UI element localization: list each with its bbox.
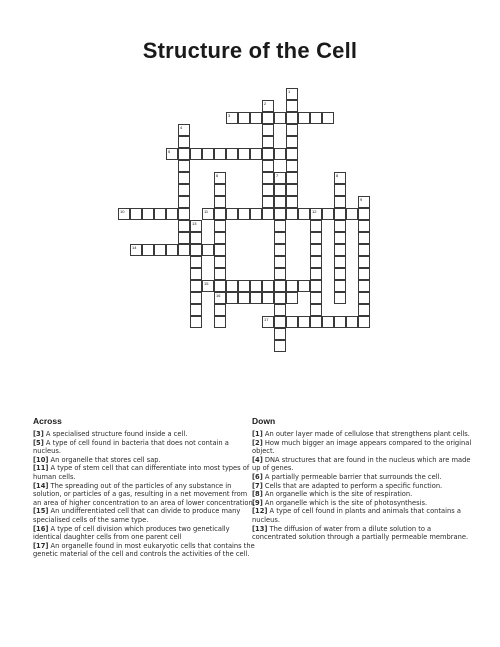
clue-text: A type of stem cell that can differentiate into most types of human cells. xyxy=(33,464,250,481)
grid-cell[interactable] xyxy=(238,292,250,304)
grid-cell[interactable] xyxy=(310,220,322,232)
down-clue xyxy=(252,499,474,508)
grid-cell[interactable] xyxy=(226,292,238,304)
across-clue-list xyxy=(33,430,255,559)
grid-cell[interactable] xyxy=(214,220,226,232)
grid-cell[interactable] xyxy=(262,124,274,136)
grid-cell[interactable] xyxy=(334,268,346,280)
grid-cell[interactable] xyxy=(286,136,298,148)
grid-cell[interactable] xyxy=(334,220,346,232)
clue-text: The spreading out of the particles of any substance in solution, or particles of a gas, resulting in a net movement from an area of higher concentration to an area of lower concentration. xyxy=(33,481,255,507)
cell-number: 11 xyxy=(204,209,209,214)
grid-cell[interactable] xyxy=(310,256,322,268)
grid-cell[interactable] xyxy=(262,196,274,208)
grid-cell[interactable] xyxy=(334,184,346,196)
grid-cell[interactable] xyxy=(262,280,274,292)
clue-number: [6] xyxy=(252,472,263,481)
grid-cell[interactable] xyxy=(226,208,238,220)
grid-cell[interactable] xyxy=(274,184,286,196)
grid-cell[interactable] xyxy=(298,112,310,124)
grid-cell[interactable] xyxy=(178,196,190,208)
across-clue xyxy=(33,507,255,524)
grid-cell[interactable] xyxy=(262,148,274,160)
grid-cell[interactable] xyxy=(310,280,322,292)
clue-text: Cells that are adapted to perform a specific function. xyxy=(262,481,443,490)
grid-cell[interactable] xyxy=(250,148,262,160)
clue-text: A specialised structure found inside a cell. xyxy=(43,430,188,438)
down-clue xyxy=(252,430,474,439)
clue-number: [8] xyxy=(252,490,263,499)
clue-number: [11] xyxy=(33,464,49,473)
clue-number: [5] xyxy=(33,438,44,447)
grid-cell[interactable] xyxy=(214,268,226,280)
grid-cell[interactable] xyxy=(214,280,226,292)
grid-cell[interactable] xyxy=(250,280,262,292)
grid-cell[interactable] xyxy=(286,124,298,136)
grid-cell[interactable] xyxy=(214,148,226,160)
clue-number: [1] xyxy=(252,430,263,438)
grid-cell[interactable] xyxy=(286,160,298,172)
grid-cell[interactable] xyxy=(118,208,130,220)
grid-cell[interactable] xyxy=(178,232,190,244)
grid-cell[interactable] xyxy=(214,292,226,304)
clue-text: An organelle found in most eukaryotic cells that contains the genetic material of the cell and controls the activities of the cell. xyxy=(33,541,255,559)
clue-text: A type of cell found in plants and animals that contains a nucleus. xyxy=(252,507,461,524)
clue-text: An organelle that stores cell sap. xyxy=(48,455,161,464)
grid-cell[interactable] xyxy=(286,88,298,100)
grid-cell[interactable] xyxy=(178,184,190,196)
cell-number: 2 xyxy=(264,101,267,106)
clue-text: A type of cell division which produces two genetically identical daughter cells from one parent cell xyxy=(33,524,230,542)
grid-cell[interactable] xyxy=(274,196,286,208)
grid-cell[interactable] xyxy=(274,340,286,352)
grid-cell[interactable] xyxy=(358,304,370,316)
grid-cell[interactable] xyxy=(286,196,298,208)
grid-cell[interactable] xyxy=(358,268,370,280)
cell-number: 16 xyxy=(216,293,221,298)
grid-cell[interactable] xyxy=(274,304,286,316)
grid-cell[interactable] xyxy=(142,244,154,256)
grid-cell[interactable] xyxy=(190,292,202,304)
grid-cell[interactable] xyxy=(310,316,322,328)
grid-cell[interactable] xyxy=(178,160,190,172)
grid-cell[interactable] xyxy=(274,112,286,124)
grid-cell[interactable] xyxy=(226,148,238,160)
grid-cell[interactable] xyxy=(298,208,310,220)
grid-cell[interactable] xyxy=(262,136,274,148)
cell-number: 10 xyxy=(120,209,125,214)
grid-cell[interactable] xyxy=(190,244,202,256)
grid-cell[interactable] xyxy=(274,256,286,268)
grid-cell[interactable] xyxy=(238,148,250,160)
grid-cell[interactable] xyxy=(214,244,226,256)
grid-cell[interactable] xyxy=(274,148,286,160)
clue-number: [14] xyxy=(33,481,49,490)
across-clue xyxy=(33,482,255,508)
page-title: Structure of the Cell xyxy=(142,38,358,63)
grid-cell[interactable] xyxy=(262,160,274,172)
grid-cell[interactable] xyxy=(202,208,214,220)
grid-cell[interactable] xyxy=(190,148,202,160)
grid-cell[interactable] xyxy=(358,232,370,244)
cell-number: 9 xyxy=(360,197,363,202)
grid-cell[interactable] xyxy=(322,316,334,328)
grid-cell[interactable] xyxy=(286,148,298,160)
grid-cell[interactable] xyxy=(310,208,322,220)
across-clues xyxy=(33,416,255,559)
cell-number: 14 xyxy=(132,245,137,250)
grid-cell[interactable] xyxy=(190,256,202,268)
grid-cell[interactable] xyxy=(166,208,178,220)
grid-cell[interactable] xyxy=(358,316,370,328)
grid-cell[interactable] xyxy=(262,112,274,124)
grid-cell[interactable] xyxy=(286,316,298,328)
grid-cell[interactable] xyxy=(286,184,298,196)
cell-number: 17 xyxy=(264,317,269,322)
grid-cell[interactable] xyxy=(130,244,142,256)
grid-cell[interactable] xyxy=(358,244,370,256)
cell-number: 5 xyxy=(168,149,171,154)
across-clue xyxy=(33,430,255,439)
grid-cell[interactable] xyxy=(310,268,322,280)
grid-cell[interactable] xyxy=(154,208,166,220)
down-clue xyxy=(252,507,474,524)
cell-number: 3 xyxy=(228,113,231,118)
cell-number: 12 xyxy=(312,209,317,214)
across-clue xyxy=(33,439,255,456)
cell-number: 4 xyxy=(180,125,183,130)
grid-cell[interactable] xyxy=(310,244,322,256)
grid-cell[interactable] xyxy=(178,136,190,148)
grid-cell[interactable] xyxy=(262,184,274,196)
grid-cell[interactable] xyxy=(334,232,346,244)
grid-cell[interactable] xyxy=(274,208,286,220)
down-clue xyxy=(252,482,474,491)
grid-cell[interactable] xyxy=(178,244,190,256)
clue-text: The diffusion of water from a dilute solution to a concentrated solution through a partially permeable membrane. xyxy=(252,524,469,542)
grid-cell[interactable] xyxy=(274,220,286,232)
grid-cell[interactable] xyxy=(358,292,370,304)
across-clue xyxy=(33,542,255,559)
grid-cell[interactable] xyxy=(358,280,370,292)
grid-cell[interactable] xyxy=(250,292,262,304)
clue-text: A partially permeable barrier that surrounds the cell. xyxy=(262,472,442,481)
grid-cell[interactable] xyxy=(334,208,346,220)
clue-text: A type of cell found in bacteria that does not contain a nucleus. xyxy=(33,438,229,456)
grid-cell[interactable] xyxy=(166,244,178,256)
grid-cell[interactable] xyxy=(286,280,298,292)
grid-cell[interactable] xyxy=(250,208,262,220)
grid-cell[interactable] xyxy=(190,268,202,280)
grid-cell[interactable] xyxy=(310,292,322,304)
across-clue xyxy=(33,525,255,542)
clue-number: [10] xyxy=(33,455,49,464)
grid-cell[interactable] xyxy=(214,256,226,268)
grid-cell[interactable] xyxy=(178,124,190,136)
grid-cell[interactable] xyxy=(202,280,214,292)
grid-cell[interactable] xyxy=(190,304,202,316)
across-clue xyxy=(33,464,255,481)
clue-text: How much bigger an image appears compared to the original object. xyxy=(252,438,472,456)
grid-cell[interactable] xyxy=(274,244,286,256)
grid-cell[interactable] xyxy=(238,280,250,292)
grid-cell[interactable] xyxy=(358,208,370,220)
clue-number: [3] xyxy=(33,430,44,438)
clue-number: [9] xyxy=(252,498,263,507)
cell-number: 6 xyxy=(216,173,219,178)
grid-cell[interactable] xyxy=(250,112,262,124)
down-clue xyxy=(252,473,474,482)
clue-number: [16] xyxy=(33,524,49,533)
grid-cell[interactable] xyxy=(286,292,298,304)
grid-cell[interactable] xyxy=(226,112,238,124)
grid-cell[interactable] xyxy=(190,280,202,292)
clue-text: An organelle which is the site of respiration. xyxy=(262,490,413,499)
clue-text: An organelle which is the site of photosynthesis. xyxy=(262,498,428,507)
down-clue xyxy=(252,490,474,499)
grid-cell[interactable] xyxy=(334,196,346,208)
grid-cell[interactable] xyxy=(190,316,202,328)
grid-cell[interactable] xyxy=(286,112,298,124)
grid-cell[interactable] xyxy=(178,172,190,184)
grid-cell[interactable] xyxy=(334,280,346,292)
grid-cell[interactable] xyxy=(274,232,286,244)
grid-cell[interactable] xyxy=(298,316,310,328)
grid-cell[interactable] xyxy=(214,316,226,328)
grid-cell[interactable] xyxy=(262,208,274,220)
grid-cell[interactable] xyxy=(130,208,142,220)
grid-cell[interactable] xyxy=(346,316,358,328)
grid-cell[interactable] xyxy=(202,244,214,256)
grid-cell[interactable] xyxy=(334,256,346,268)
grid-cell[interactable] xyxy=(298,280,310,292)
clue-number: [12] xyxy=(252,507,268,516)
grid-cell[interactable] xyxy=(322,112,334,124)
grid-cell[interactable] xyxy=(166,148,178,160)
grid-cell[interactable] xyxy=(322,208,334,220)
grid-cell[interactable] xyxy=(334,244,346,256)
grid-cell[interactable] xyxy=(214,172,226,184)
cell-number: 13 xyxy=(192,221,197,226)
clue-number: [17] xyxy=(33,541,49,550)
grid-cell[interactable] xyxy=(214,232,226,244)
grid-cell[interactable] xyxy=(310,232,322,244)
grid-cell[interactable] xyxy=(226,280,238,292)
cell-number: 8 xyxy=(336,173,339,178)
clue-number: [7] xyxy=(252,481,263,490)
grid-cell[interactable] xyxy=(262,172,274,184)
grid-cell[interactable] xyxy=(262,100,274,112)
down-heading: Down xyxy=(252,416,276,426)
across-clue xyxy=(33,456,255,465)
clue-text: DNA structures that are found in the nucleus which are made up of genes. xyxy=(252,455,471,473)
down-clue xyxy=(252,456,474,473)
grid-cell[interactable] xyxy=(262,292,274,304)
grid-cell[interactable] xyxy=(334,172,346,184)
grid-cell[interactable] xyxy=(262,316,274,328)
down-clue xyxy=(252,525,474,542)
grid-cell[interactable] xyxy=(238,112,250,124)
grid-cell[interactable] xyxy=(286,100,298,112)
grid-cell[interactable] xyxy=(286,208,298,220)
grid-cell[interactable] xyxy=(286,172,298,184)
across-heading: Across xyxy=(33,416,62,426)
grid-cell[interactable] xyxy=(178,208,190,220)
grid-cell[interactable] xyxy=(358,220,370,232)
grid-cell[interactable] xyxy=(214,304,226,316)
cell-number: 7 xyxy=(276,173,279,178)
grid-cell[interactable] xyxy=(274,268,286,280)
down-clues xyxy=(252,416,474,542)
grid-cell[interactable] xyxy=(358,256,370,268)
grid-cell[interactable] xyxy=(214,184,226,196)
clue-text: An undifferentiated cell that can divide to produce many specialised cells of the same type. xyxy=(33,507,241,524)
grid-cell[interactable] xyxy=(190,220,202,232)
grid-cell[interactable] xyxy=(334,316,346,328)
grid-cell[interactable] xyxy=(214,208,226,220)
grid-cell[interactable] xyxy=(178,148,190,160)
cell-number: 1 xyxy=(288,89,291,94)
grid-cell[interactable] xyxy=(214,196,226,208)
clue-number: [13] xyxy=(252,524,268,533)
grid-cell[interactable] xyxy=(178,220,190,232)
grid-cell[interactable] xyxy=(202,148,214,160)
grid-cell[interactable] xyxy=(274,316,286,328)
clue-text: An outer layer made of cellulose that strengthens plant cells. xyxy=(262,430,470,438)
clue-number: [4] xyxy=(252,455,263,464)
down-clue xyxy=(252,439,474,456)
grid-cell[interactable] xyxy=(358,196,370,208)
down-clue-list xyxy=(252,430,474,542)
grid-cell[interactable] xyxy=(190,232,202,244)
grid-cell[interactable] xyxy=(334,292,346,304)
grid-cell[interactable] xyxy=(274,172,286,184)
grid-cell[interactable] xyxy=(154,244,166,256)
grid-cell[interactable] xyxy=(310,304,322,316)
grid-cell[interactable] xyxy=(274,292,286,304)
cell-number: 15 xyxy=(204,281,209,286)
clue-number: [15] xyxy=(33,507,49,516)
grid-cell[interactable] xyxy=(346,208,358,220)
grid-cell[interactable] xyxy=(310,112,322,124)
grid-cell[interactable] xyxy=(274,280,286,292)
grid-cell[interactable] xyxy=(238,208,250,220)
grid-cell[interactable] xyxy=(274,328,286,340)
clue-number: [2] xyxy=(252,438,263,447)
grid-cell[interactable] xyxy=(142,208,154,220)
